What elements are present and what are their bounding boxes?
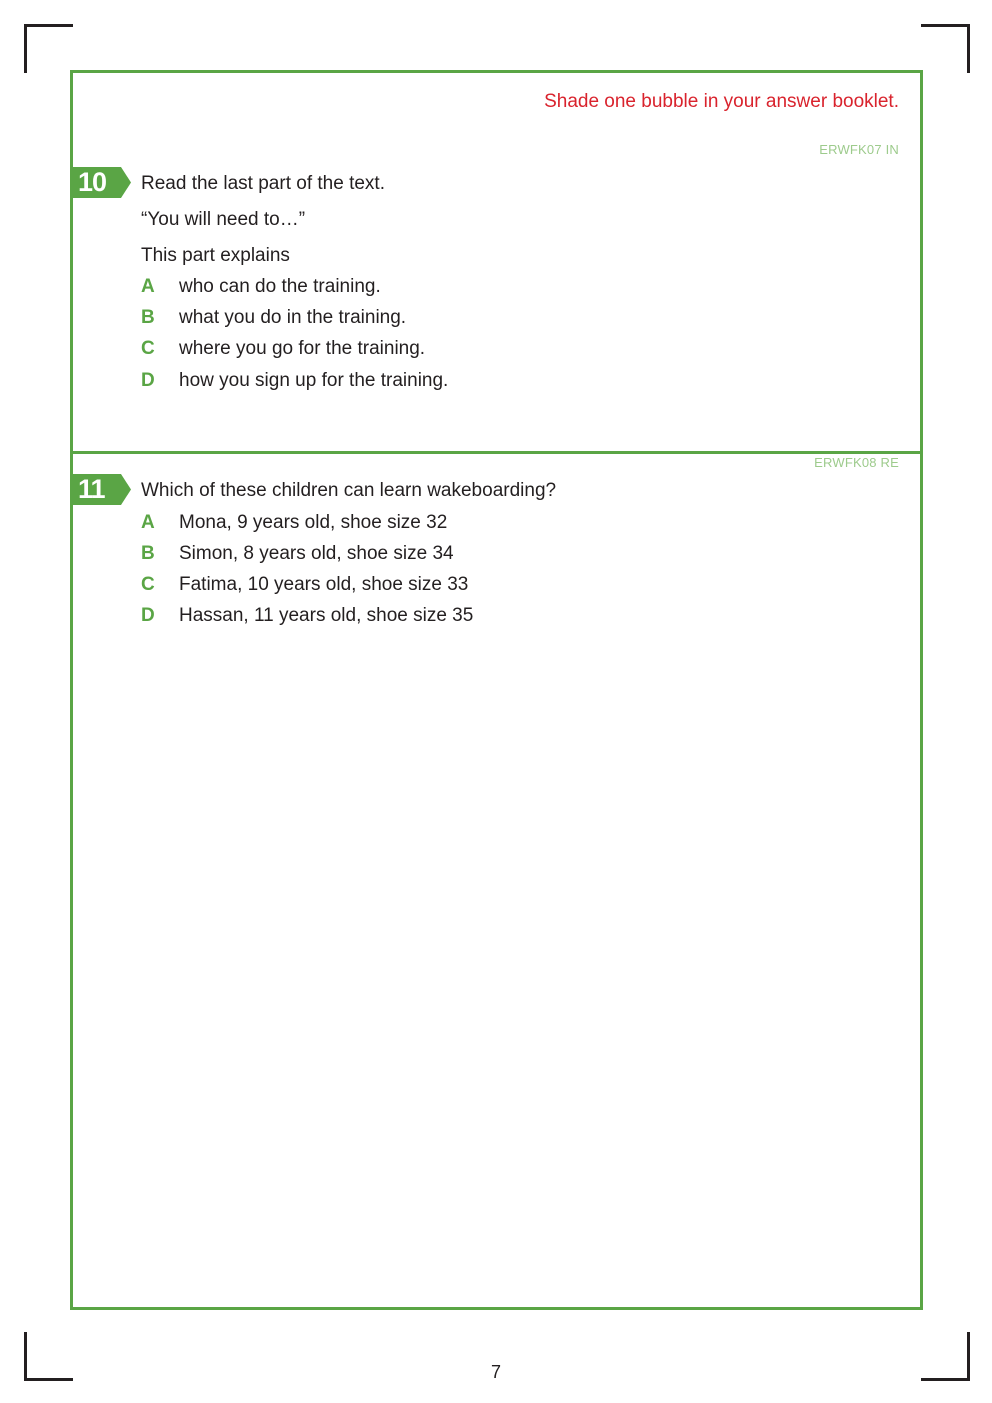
option-text: Mona, 9 years old, shoe size 32 xyxy=(179,512,448,533)
option-letter: D xyxy=(141,370,155,391)
option-text: Fatima, 10 years old, shoe size 33 xyxy=(179,574,469,595)
option-letter: A xyxy=(141,276,155,297)
question-stem: This part explains xyxy=(141,245,290,266)
section-divider xyxy=(73,451,920,454)
option-letter: B xyxy=(141,543,155,564)
page-number: 7 xyxy=(490,1362,501,1382)
option-text: Hassan, 11 years old, shoe size 35 xyxy=(179,605,474,626)
question-frame xyxy=(70,70,923,1310)
option-text: how you sign up for the training. xyxy=(179,370,449,391)
question-number-badge xyxy=(73,167,132,198)
question-number: 11 xyxy=(78,474,105,504)
question-prompt: Read the last part of the text. xyxy=(141,173,385,194)
option-letter: D xyxy=(141,605,155,626)
question-quote: “You will need to…” xyxy=(141,209,306,230)
option-letter: A xyxy=(141,512,155,533)
answer-instruction: Shade one bubble in your answer booklet. xyxy=(544,91,899,112)
question-number: 10 xyxy=(78,167,107,197)
option-text: where you go for the training. xyxy=(179,338,426,359)
question-prompt: Which of these children can learn wakeboarding? xyxy=(141,480,557,501)
option-letter: C xyxy=(141,574,155,595)
option-letter: B xyxy=(141,307,155,328)
option-letter: C xyxy=(141,338,155,359)
question-code: ERWFK07 IN xyxy=(819,142,899,157)
question-code: ERWFK08 RE xyxy=(814,455,899,470)
option-text: who can do the training. xyxy=(179,276,381,297)
option-text: what you do in the training. xyxy=(179,307,407,328)
crop-mark-top-left xyxy=(24,24,73,73)
crop-mark-top-right xyxy=(921,24,970,73)
question-number-badge xyxy=(73,474,132,505)
option-text: Simon, 8 years old, shoe size 34 xyxy=(179,543,454,564)
